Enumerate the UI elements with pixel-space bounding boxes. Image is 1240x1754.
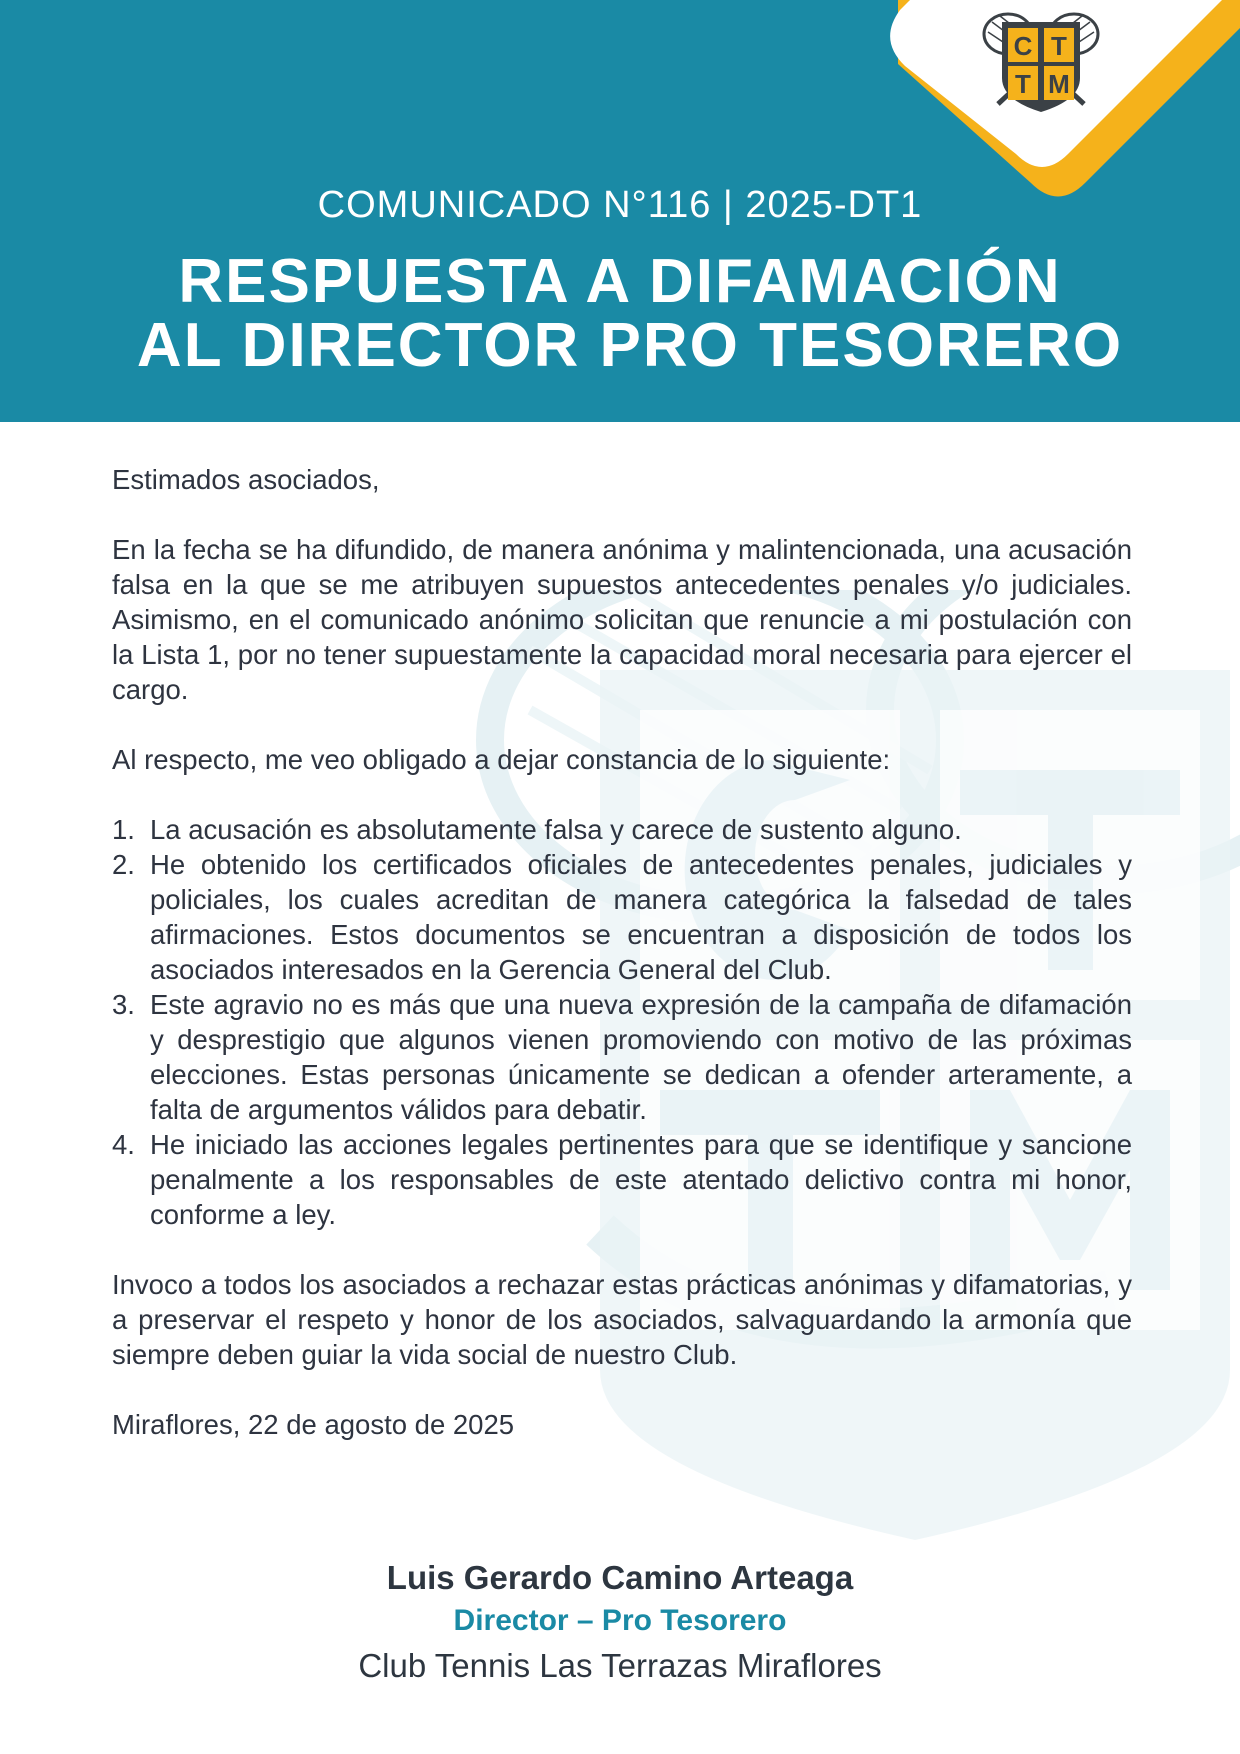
numbered-list: [112, 812, 1132, 1232]
date-line: Miraflores, 22 de agosto de 2025: [112, 1409, 515, 1440]
signatory-role: Director – Pro Tesorero: [453, 1604, 787, 1637]
paragraph-2: Al respecto, me veo obligado a dejar constancia de lo siguiente:: [112, 744, 891, 775]
list-item-number: 1.: [112, 814, 135, 845]
greeting: Estimados asociados,: [112, 464, 380, 495]
list-item-text: He obtenido los certificados oficiales de antecedentes penales, judiciales y policiales, los cuales acreditan de manera categórica la falsedad de tales afirmaciones. Estos documentos se encuentran a disposición de todos los asociados interesados en la Gerencia General del Club.: [150, 849, 1132, 985]
paragraph-1: En la fecha se ha difundido, de manera anónima y malintencionada, una acusación falsa en la que se me atribuyen supuestos antecedentes penales y/o judiciales. Asimismo, en el comunicado anónimo solicitan que renuncie a mi postulación con la Lista 1, por no tener supuestamente la capacidad moral necesaria para ejercer el cargo.: [112, 534, 1132, 705]
logo-letter-2: T: [1051, 31, 1067, 61]
club-logo-icon: [978, 8, 1104, 120]
list-item-text: Este agravio no es más que una nueva expresión de la campaña de difamación y desprestigio que algunos vienen promoviendo con motivo de las próximas elecciones. Estas personas únicamente se dedican a ofender arteramente, a falta de argumentos válidos para debatir.: [150, 989, 1132, 1125]
club-name: Club Tennis Las Terrazas Miraflores: [358, 1647, 882, 1684]
logo-letter-4: M: [1048, 69, 1070, 99]
signature-block: [0, 1556, 1240, 1690]
list-item: [112, 1127, 1132, 1232]
headline-line-1: RESPUESTA A DIFAMACIÓN: [178, 247, 1062, 316]
list-item-number: 3.: [112, 989, 135, 1020]
closing-paragraph: Invoco a todos los asociados a rechazar estas prácticas anónimas y difamatorias, y a preserva﻿r el respeto y honor de los asociados, salvaguardando la armonía que siempre deben guiar la vida social de nuestro Club.: [112, 1269, 1132, 1370]
list-item: [112, 812, 1132, 847]
list-item-number: 2.: [112, 849, 135, 880]
communique-number: COMUNICADO N°116 | 2025-DT1: [317, 184, 923, 226]
signatory-name: Luis Gerardo Camino Arteaga: [386, 1559, 854, 1596]
headline: [0, 247, 1240, 380]
logo-letter-1: C: [1013, 31, 1033, 61]
headline-line-2: AL DIRECTOR PRO TESORERO: [136, 311, 1124, 380]
logo-letter-3: T: [1015, 69, 1031, 99]
list-item-text: He iniciado las acciones legales pertinentes para que se identifique y sancione penalmente a los responsables de este atentado delictivo contra mi honor, conforme a ley.: [150, 1129, 1132, 1230]
list-item: [112, 987, 1132, 1127]
letter-body: [112, 462, 1132, 1442]
header-banner: [0, 0, 1240, 422]
list-item-number: 4.: [112, 1129, 135, 1160]
list-item: [112, 847, 1132, 987]
list-item-text: La acusación es absolutamente falsa y carece de sustento alguno.: [150, 814, 962, 845]
